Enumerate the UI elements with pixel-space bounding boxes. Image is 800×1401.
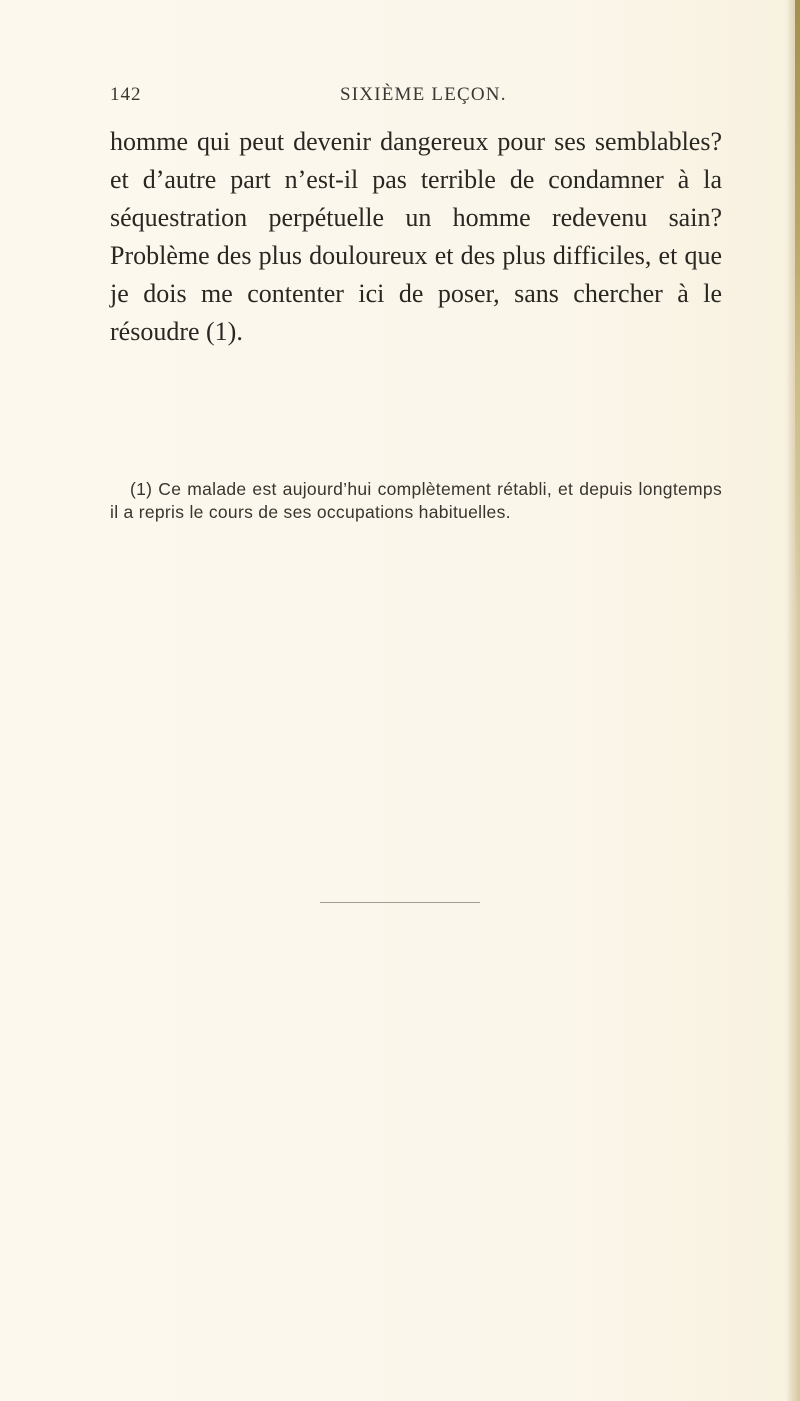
body-text [110, 123, 722, 351]
body-paragraph: homme qui peut devenir dangereux pour ses semblables? et d’autre part n’est-il pas terrible de condamner à la séquestration perpétuelle un homme redevenu sain? Problème des plus douloureux et des plus difficiles, et que je dois me contenter ici de poser, sans chercher à le résoudre (1). [110, 127, 722, 346]
footnote: (1) Ce malade est aujourd’hui complètement rétabli, et depuis longtemps il a repris le cours de ses occupations habituelles. [110, 479, 722, 522]
page-edge-stain [795, 0, 800, 620]
horizontal-rule [320, 902, 480, 903]
page-number: 142 [110, 84, 142, 105]
running-title: SIXIÈME LEÇON. [340, 84, 507, 105]
running-head [110, 84, 722, 114]
